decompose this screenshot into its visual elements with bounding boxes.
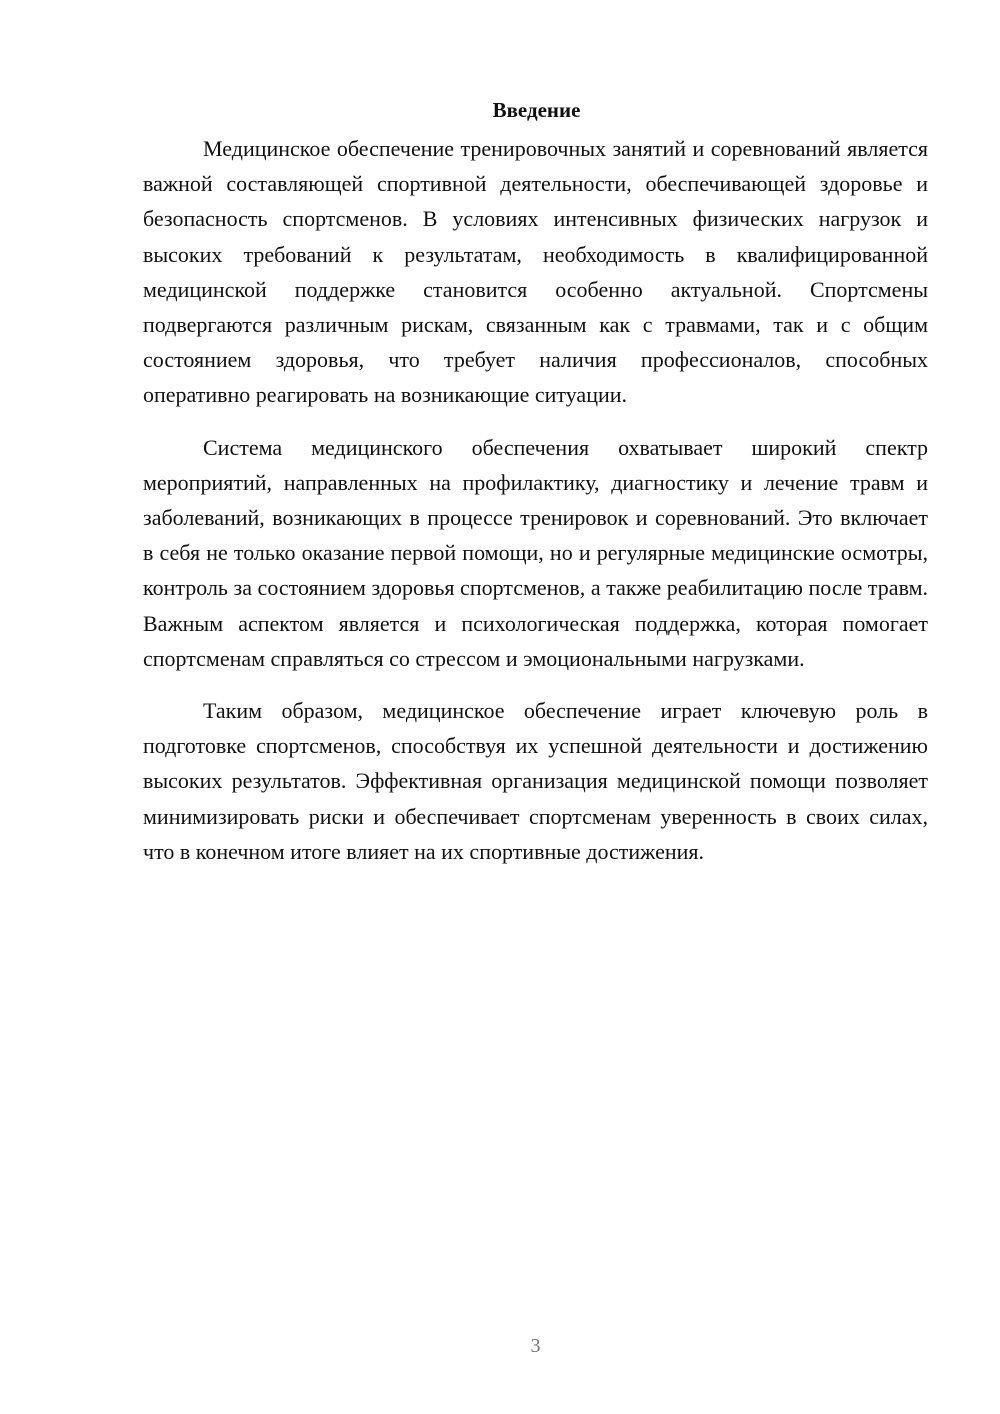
- paragraph-3: Таким образом, медицинское обеспечение играет ключевую роль в подготовке спортсменов, способствуя их успешной деятельности и достижению высоких результатов. Эффективная организация медицинской помощи позволяет минимизировать риски и обеспечивает спортсменам уверенность в своих силах, что в конечном итоге влияет на их спортивные достижения.: [143, 698, 928, 864]
- page-number: 3: [530, 1335, 541, 1357]
- page-content: [143, 92, 928, 869]
- paragraph-2: Система медицинского обеспечения охватывает широкий спектр мероприятий, направленных на профилактику, диагностику и лечение травм и заболеваний, возникающих в процессе тренировок и соревнований. Это включает в себя не только оказание первой помощи, но и регулярные медицинские осмотры, контроль за состоянием здоровья спортсменов, а также реабилитацию после травм. Важным аспектом является и психологическая поддержка, которая помогает спортсменам справляться со стрессом и эмоциональными нагрузками.: [143, 434, 928, 671]
- paragraph-1: Медицинское обеспечение тренировочных занятий и соревнований является важной составляющей спортивной деятельности, обеспечивающей здоровье и безопасность спортсменов. В условиях интенсивных физических нагрузок и высоких требований к результатам, необходимость в квалифицированной медицинской поддержке становится особенно актуальной. Спортсмены подвергаются различным рискам, связанным как с травмами, так и с общим состоянием здоровья, что требует наличия профессионалов, способных оперативно реагировать на возникающие ситуации.: [143, 136, 928, 408]
- section-title: Введение: [492, 98, 581, 122]
